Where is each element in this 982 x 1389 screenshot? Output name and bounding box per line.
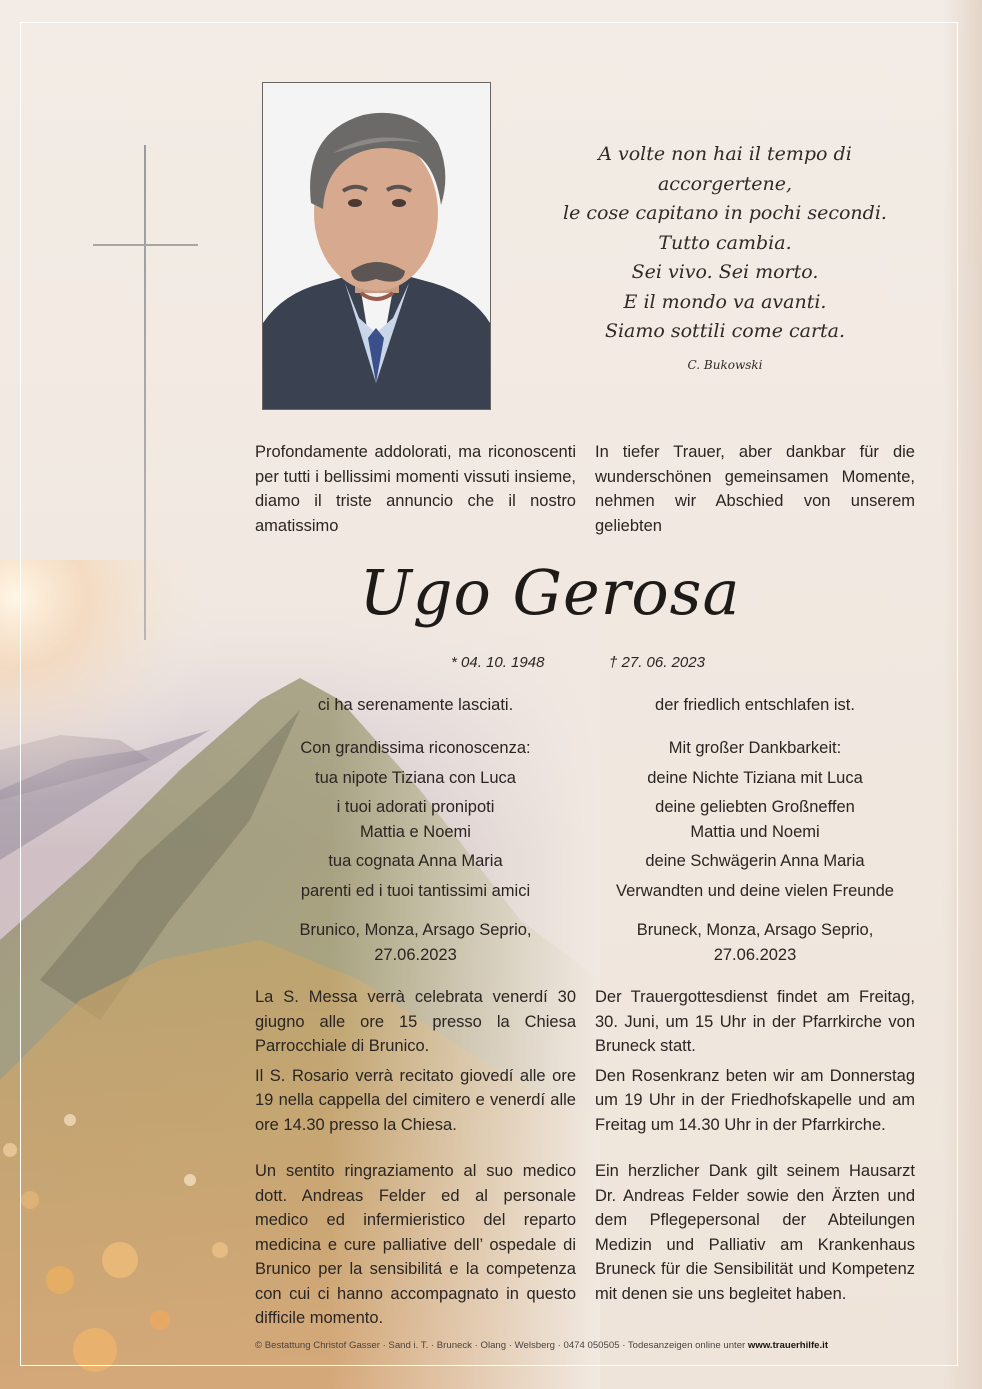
mourner-line: deine geliebten Großneffen bbox=[655, 798, 855, 816]
mourner-line: i tuoi adorati pronipoti bbox=[336, 798, 495, 816]
poem-line: Siamo sottili come carta. bbox=[604, 320, 846, 342]
mass-rosary-de bbox=[595, 985, 915, 1137]
place-line: Brunico, Monza, Arsago Seprio, bbox=[299, 921, 532, 939]
portrait-image bbox=[263, 83, 490, 409]
poem-line: le cose capitano in pochi secondi. bbox=[563, 202, 887, 224]
mourner-line: Verwandten und deine vielen Freunde bbox=[616, 881, 894, 900]
cross-icon bbox=[90, 145, 200, 645]
place-line: Bruneck, Monza, Arsago Seprio, bbox=[636, 921, 874, 939]
intro-text-it: Profondamente addolorati, ma riconoscenti per tutti i bellissimi momenti vissuti insieme, diamo il triste annuncio che il nostro amatissimo bbox=[255, 443, 576, 535]
mourner-line: tua nipote Tiziana con Luca bbox=[315, 768, 516, 787]
right-edge-shade bbox=[942, 0, 982, 1389]
mass-text: Der Trauergottesdienst findet am Freitag, 30. Juni, um 15 Uhr in der Pfarrkirche von Bruneck statt. bbox=[595, 988, 915, 1055]
poem-quote bbox=[540, 140, 910, 373]
footer-credit bbox=[255, 1340, 915, 1351]
mourner-line: Mattia e Noemi bbox=[360, 822, 471, 841]
footer-text: © Bestattung Christof Gasser · Sand i. T. · Bruneck · Olang · Welsberg · 0474 050505 · Todesanzeigen online unter bbox=[255, 1340, 748, 1351]
mass-rosary-it bbox=[255, 985, 576, 1137]
mourner-line: Mit großer Dankbarkeit: bbox=[668, 739, 842, 757]
rosary-text: Il S. Rosario verrà recitato giovedí alle ore 19 nella cappella del cimitero e venerdí alle ore 14.30 presso la Chiesa. bbox=[255, 1066, 576, 1134]
poem-line: E il mondo va avanti. bbox=[623, 290, 827, 313]
thanks-text-de: Ein herzlicher Dank gilt seinem Hausarzt Dr. Andreas Felder sowie den Ärzten und dem Pflegepersonal der Abteilungen Medizin und Palliativ am Krankenhaus Bruneck für die Sensibilität und Kompetenz mit denen sie uns begleitet haben. bbox=[595, 1162, 915, 1303]
poem-author: C. Bukowski bbox=[687, 357, 763, 372]
death-date: † 27. 06. 2023 bbox=[609, 654, 705, 671]
intro-text-de: In tiefer Trauer, aber dankbar für die wunderschönen gemeinsamen Momente, nehmen wir Abschied von unserem geliebten bbox=[595, 443, 915, 535]
birth-date: * 04. 10. 1948 bbox=[451, 654, 545, 671]
date-line: 27.06.2023 bbox=[374, 945, 457, 964]
place-date-it bbox=[255, 918, 576, 967]
mourners-de bbox=[595, 736, 915, 903]
date-line: 27.06.2023 bbox=[713, 945, 797, 964]
deceased-name: Ugo Gerosa bbox=[359, 556, 741, 629]
mourner-line: parenti ed i tuoi tantissimi amici bbox=[300, 881, 531, 900]
mass-text: La S. Messa verrà celebrata venerdí 30 giugno alle ore 15 presso la Chiesa Parrocchiale di Brunico. bbox=[255, 988, 576, 1055]
passed-text-de: der friedlich entschlafen ist. bbox=[655, 696, 855, 714]
mourners-it bbox=[255, 736, 576, 903]
mourner-line: Mattia und Noemi bbox=[690, 822, 820, 841]
footer-link[interactable]: www.trauerhilfe.it bbox=[747, 1340, 829, 1351]
place-date-de bbox=[595, 918, 915, 967]
mourner-line: deine Nichte Tiziana mit Luca bbox=[647, 768, 863, 787]
poem-line: A volte non hai il tempo di accorgertene, bbox=[598, 143, 852, 195]
mourner-line: Con grandissima riconoscenza: bbox=[300, 739, 531, 757]
rosary-text: Den Rosenkranz beten wir am Donnerstag um 19 Uhr in der Friedhofskapelle und am Freitag um 14.30 Uhr in der Pfarrkirche. bbox=[595, 1066, 915, 1134]
poem-line: Tutto cambia. bbox=[658, 231, 792, 254]
passed-text-it: ci ha serenamente lasciati. bbox=[317, 696, 514, 714]
mourner-line: deine Schwägerin Anna Maria bbox=[645, 852, 865, 870]
mourner-line: tua cognata Anna Maria bbox=[328, 852, 503, 870]
poem-line: Sei vivo. Sei morto. bbox=[631, 261, 819, 283]
thanks-text-it: Un sentito ringraziamento al suo medico dott. Andreas Felder ed al personale medico ed infermieristico del reparto medicina e cure palliative dell’ ospedale di Brunico per la sensibilitá e la competenza con cui ci hanno accompagnato in questo difficile momento. bbox=[255, 1162, 576, 1327]
portrait-photo bbox=[262, 82, 491, 410]
